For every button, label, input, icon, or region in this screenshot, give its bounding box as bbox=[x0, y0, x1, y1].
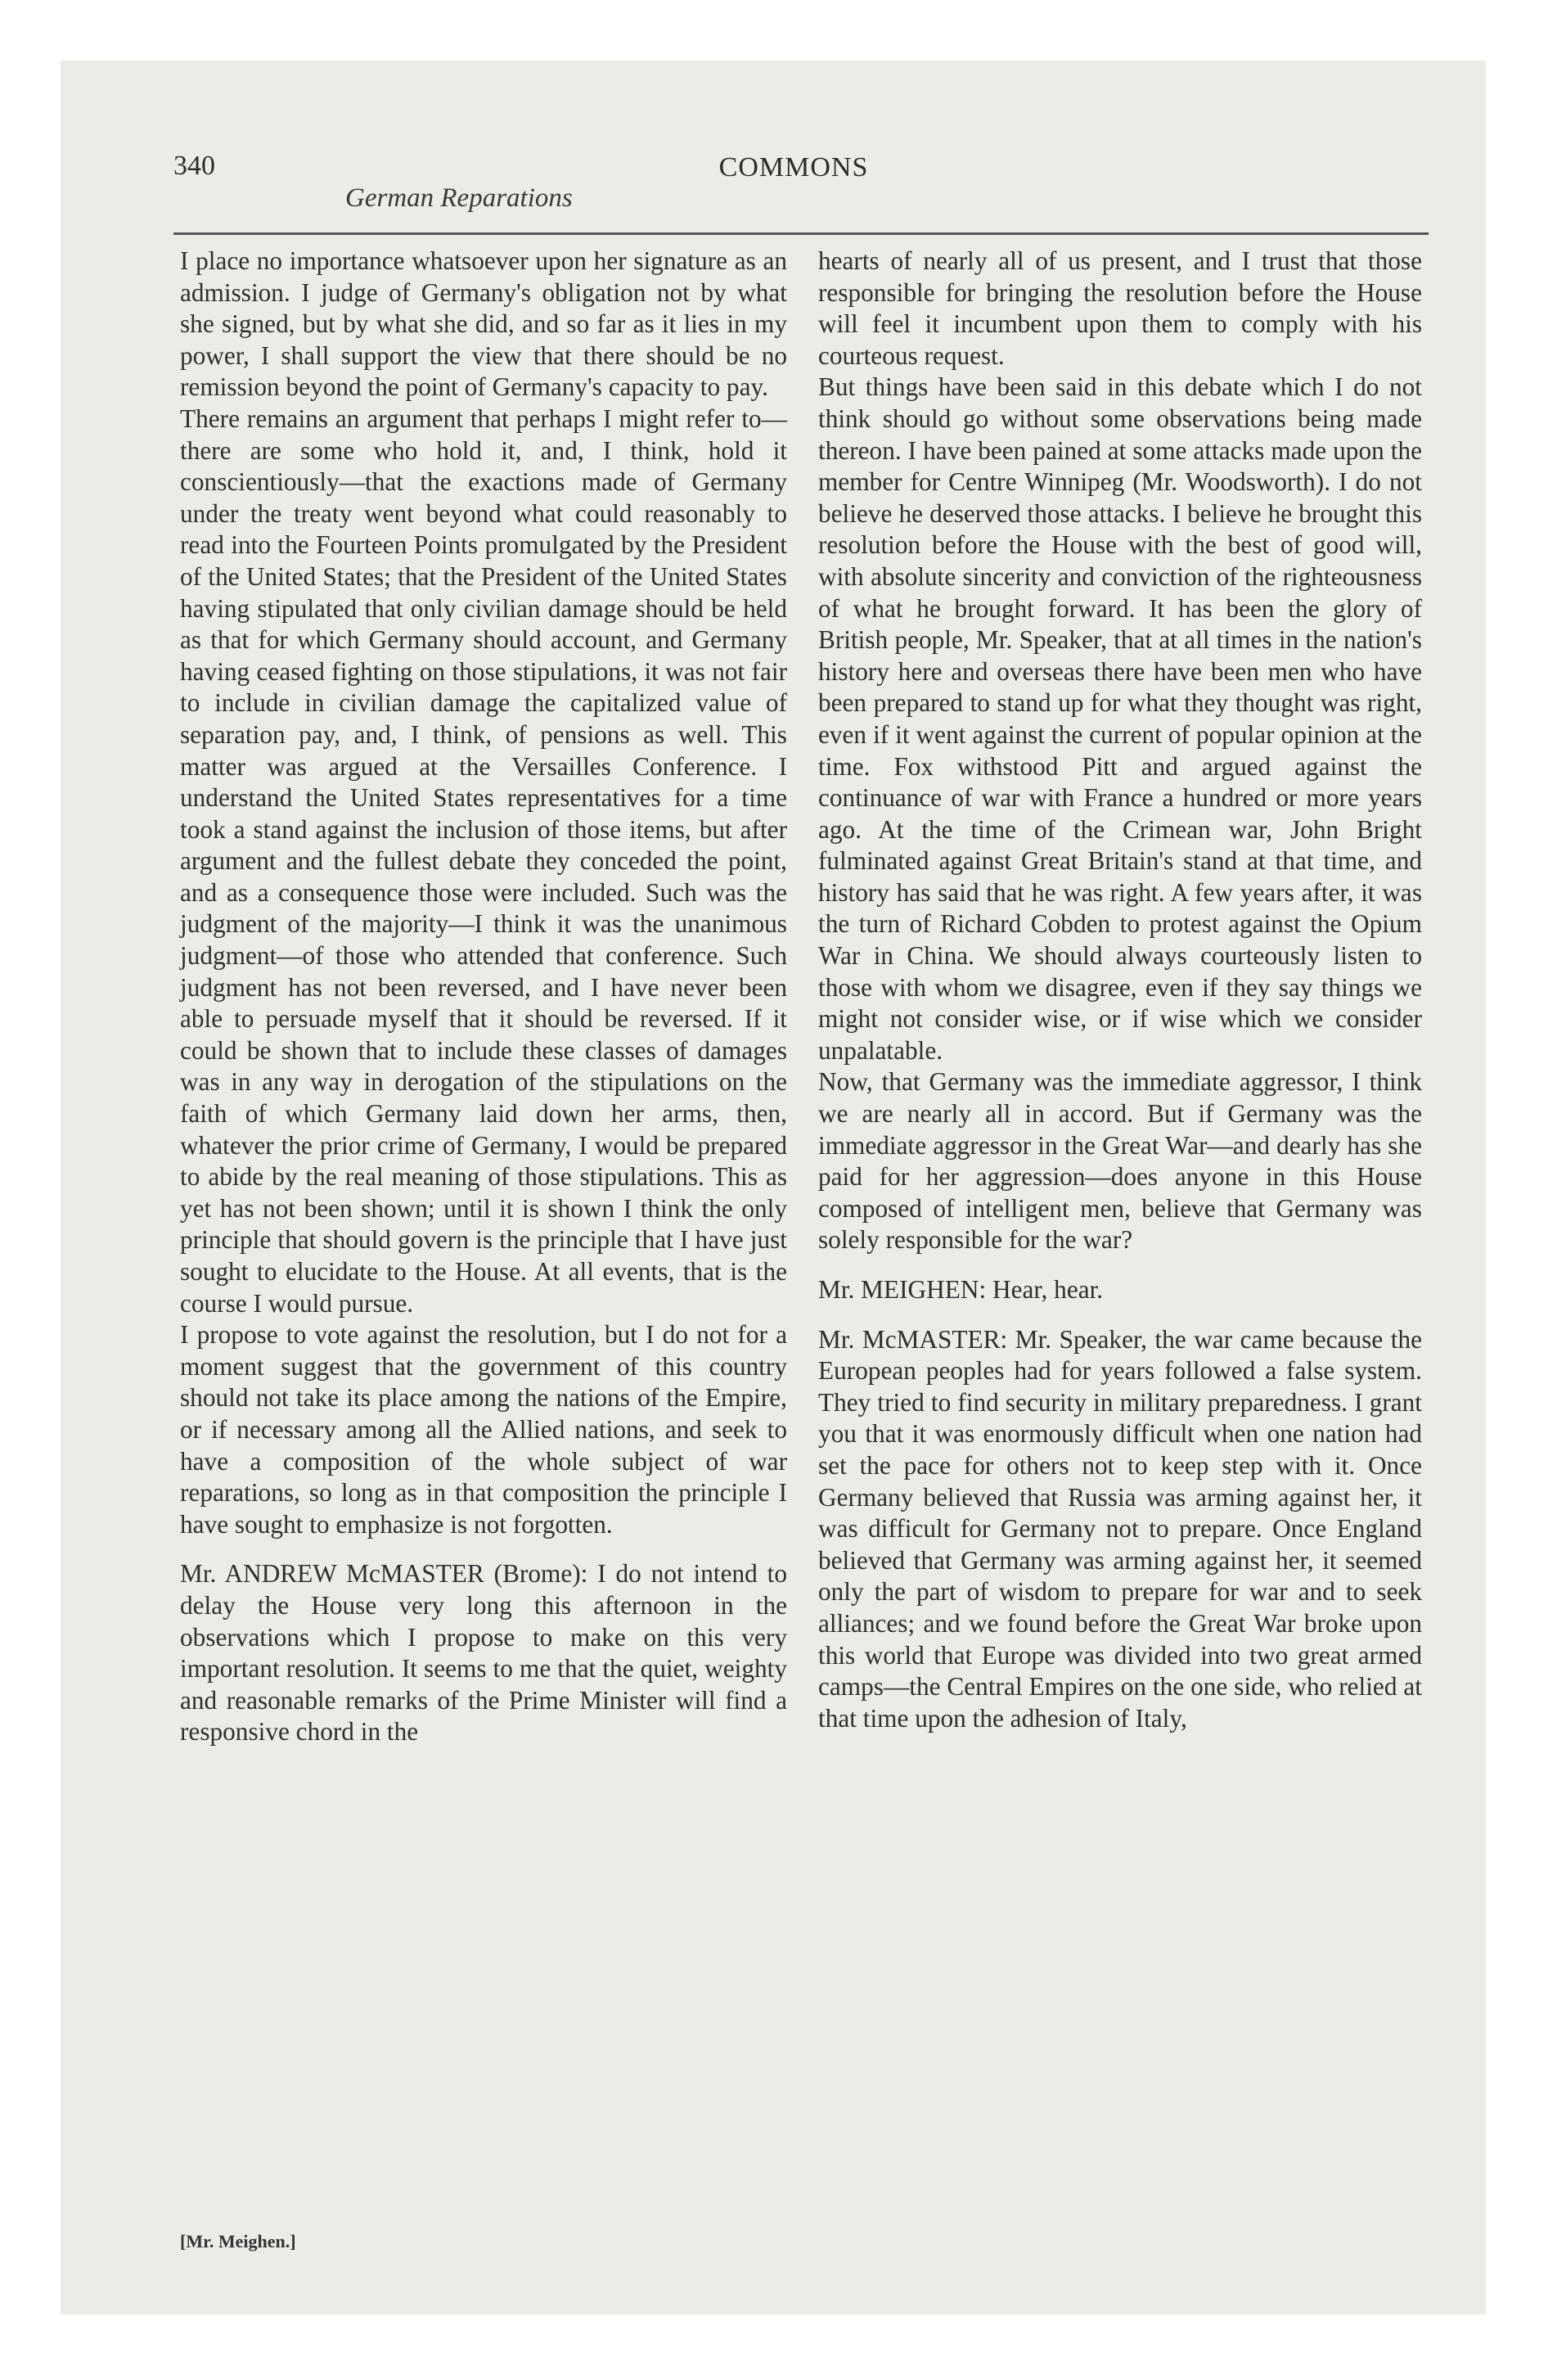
paragraph: Now, that Germany was the immediate aggressor, I think we are nearly all in accord. But if Germany was the immediate aggressor in the Great War—and dearly has she paid for her aggression—does anyone in this House composed of intelligent men, believe that Germany was solely responsible for the war? bbox=[818, 1067, 1422, 1255]
speaker-paragraph: Mr. ANDREW McMASTER (Brome): I do not intend to delay the House very long this afternoon in the observations which I propose to make on this very important resolution. It seems to me that the quiet, weighty and reasonable remarks of the Prime Minister will find a responsive chord in the bbox=[180, 1559, 787, 1747]
speaker-footer-tag: [Mr. Meighen.] bbox=[180, 2231, 296, 2252]
page-number: 340 bbox=[173, 151, 215, 181]
speaker-paragraph: Mr. McMASTER: Mr. Speaker, the war came because the European peoples had for years followed a false system. They tried to find security in military preparedness. I grant you that it was enormously difficult when one nation had set the pace for others not to keep step with it. Once Germany believed that Russia was arming against her, it was difficult for Germany not to prepare. Once England believed that Germany was arming against her, it seemed only the part of wisdom to prepare for war and to seek alliances; and we found before the Great War broke upon this world that Europe was divided into two great armed camps—the Central Empires on the one side, who relied at that time upon the adhesion of Italy, bbox=[818, 1324, 1422, 1733]
paragraph: I place no importance whatsoever upon her signature as an admission. I judge of Germany's obligation not by what she signed, but by what she did, and so far as it lies in my power, I shall support the view that there should be no remission beyond the point of Germany's capacity to pay. bbox=[180, 246, 787, 402]
speaker-interjection: Mr. MEIGHEN: Hear, hear. bbox=[818, 1275, 1104, 1304]
paragraph: But things have been said in this debate which I do not think should go without some observations being made thereon. I have been pained at some attacks made upon the member for Centre Winnipeg (Mr. Woodsworth). I do not believe he deserved those attacks. I believe he brought this resolution before the House with the best of good will, with absolute sincerity and conviction of the righteousness of what he brought forward. It has been the glory of British people, Mr. Speaker, that at all times in the nation's history here and overseas there have been men who have been prepared to stand up for what they thought was right, even if it went against the current of popular opinion at the time. Fox withstood Pitt and argued against the continuance of war with France a hundred or more years ago. At the time of the Crimean war, John Bright fulminated against Great Britain's stand at that time, and history has said that he was right. A few years after, it was the turn of Richard Cobden to protest against the Opium War in China. We should always courteously listen to those with whom we disagree, even if they say things we might not consider wise, or if wise which we consider unpalatable. bbox=[818, 372, 1422, 1065]
header-rule bbox=[173, 232, 1429, 235]
paragraph: I propose to vote against the resolution, but I do not for a moment suggest that the government of this country should not take its place among the nations of the Empire, or if necessary among all the Allied nations, and seek to have a composition of the whole subject of war reparations, so long as in that composition the principle I have sought to emphasize is not forgotten. bbox=[180, 1320, 787, 1539]
paragraph: hearts of nearly all of us present, and I trust that those responsible for bringing the resolution before the House will feel it incumbent upon them to comply with his courteous request. bbox=[818, 246, 1422, 370]
section-title: German Reparations bbox=[345, 183, 573, 213]
paragraph: There remains an argument that perhaps I might refer to—there are some who hold it, and, I think, hold it conscientiously—that the exactions made of Germany under the treaty went beyond what could reasonably to read into the Fourteen Points promulgated by the President of the United States; that the President of the United States having stipulated that only civilian damage should be held as that for which Germany should account, and Germany having ceased fighting on those stipulations, it was not fair to include in civilian damage the capitalized value of separation pay, and, I think, of pensions as well. This matter was argued at the Versailles Conference. I understand the United States representatives for a time took a stand against the inclusion of those items, but after argument and the fullest debate they conceded the point, and as a consequence those were included. Such was the judgment of the majority—I think it was the unanimous judgment—of those who attended that conference. Such judgment has not been reversed, and I have never been able to persuade myself that it should be reversed. If it could be shown that to include these classes of damages was in any way in derogation of the stipulations on the faith of which Germany laid down her arms, then, whatever the prior crime of Germany, I would be prepared to abide by the real meaning of those stipulations. This as yet has not been shown; until it is shown I think the only principle that should govern is the principle that I have just sought to elucidate to the House. At all events, that is the course I would pursue. bbox=[180, 403, 787, 1318]
running-head: COMMONS bbox=[718, 152, 869, 183]
right-column bbox=[818, 246, 1422, 2210]
left-column bbox=[180, 246, 787, 2210]
